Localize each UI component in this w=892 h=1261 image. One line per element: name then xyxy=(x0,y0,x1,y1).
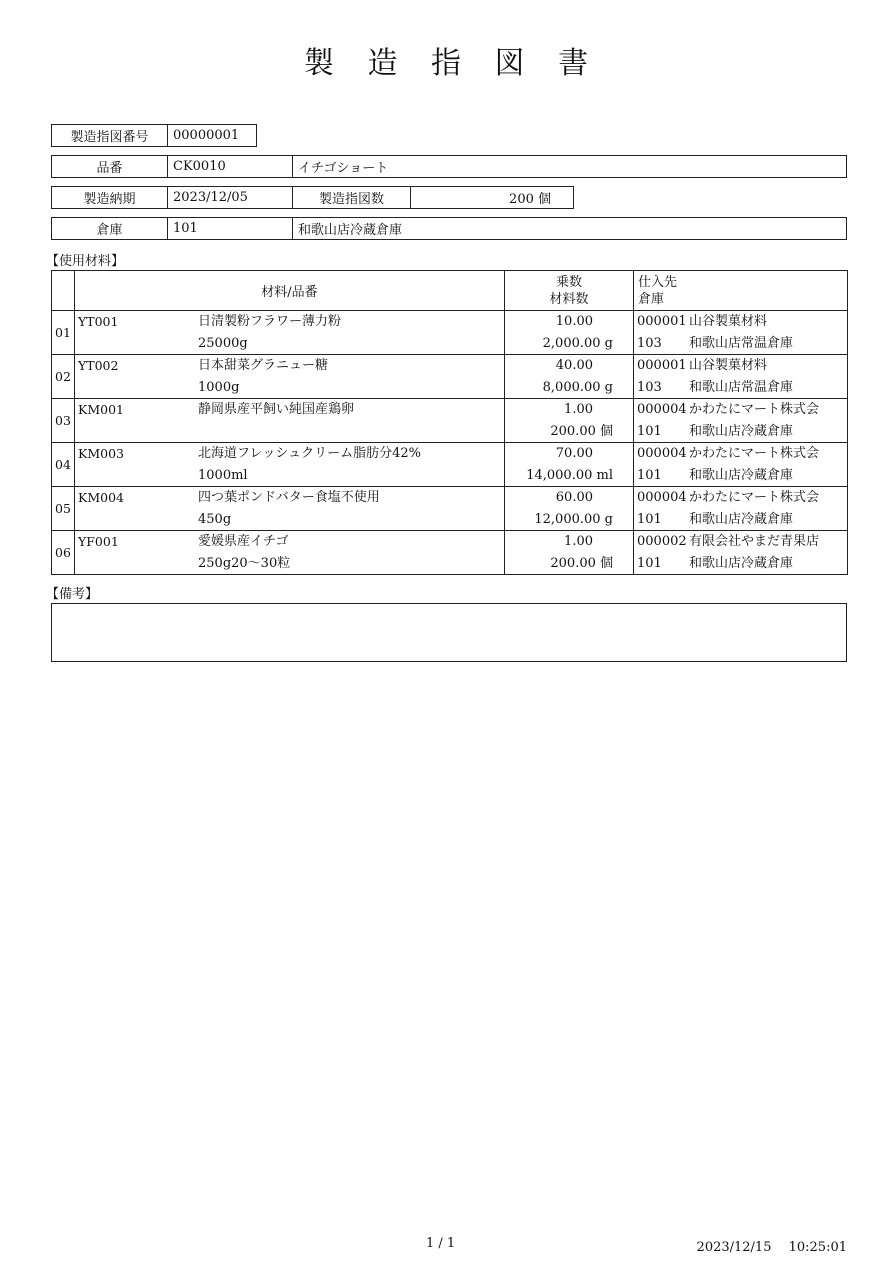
warehouse-name: 和歌山店冷蔵倉庫 xyxy=(689,555,794,571)
row-no: 01 xyxy=(52,311,75,355)
warehouse-name: 和歌山店冷蔵倉庫 xyxy=(689,511,794,527)
row-material xyxy=(75,531,505,575)
material-name: 四つ葉ポンドバター食塩不使用 xyxy=(198,490,380,505)
material-spec xyxy=(75,421,504,443)
material-spec: 25000g xyxy=(198,335,248,351)
supplier-code: 000004 xyxy=(637,446,687,461)
row-quantity xyxy=(505,399,634,443)
warehouse-name-value: 和歌山店冷蔵倉庫 xyxy=(292,217,847,240)
material-qty: 8,000.00 g xyxy=(542,379,613,395)
row-supplier xyxy=(634,487,848,531)
supplier-code: 000004 xyxy=(637,490,687,505)
warehouse-code: 101 xyxy=(637,555,662,571)
item-code-value: CK0010 xyxy=(167,155,293,178)
material-row xyxy=(52,399,848,443)
header-material: 材料/品番 xyxy=(75,271,505,311)
supplier-code: 000004 xyxy=(637,402,687,417)
supplier-name: 山谷製菓材料 xyxy=(689,314,768,329)
warehouse-name: 和歌山店常温倉庫 xyxy=(689,335,794,351)
material-name: 静岡県産平飼い純国産鶏卵 xyxy=(198,402,355,417)
order-no-label: 製造指図番号 xyxy=(51,124,168,147)
page-number: 1 / 1 xyxy=(426,1236,456,1251)
header-mult: 乗数 xyxy=(555,274,582,290)
due-date-label: 製造納期 xyxy=(51,186,168,209)
printed-timestamp: 2023/12/15 10:25:01 xyxy=(696,1240,847,1255)
header-warehouse: 倉庫 xyxy=(638,291,665,307)
warehouse-name: 和歌山店冷蔵倉庫 xyxy=(689,423,794,439)
material-spec: 450g xyxy=(198,511,232,527)
document-title: 製 造 指 図 書 xyxy=(303,46,601,81)
due-date-value: 2023/12/05 xyxy=(167,186,293,209)
material-qty: 12,000.00 g xyxy=(534,511,613,527)
material-code: KM004 xyxy=(78,490,124,505)
supplier-name: 山谷製菓材料 xyxy=(689,358,768,373)
supplier-code: 000001 xyxy=(637,314,687,329)
warehouse-code: 103 xyxy=(637,335,662,351)
row-material xyxy=(75,443,505,487)
row-material xyxy=(75,487,505,531)
order-no-value: 00000001 xyxy=(167,124,257,147)
material-spec: 1000g xyxy=(198,379,240,395)
row-supplier xyxy=(634,399,848,443)
warehouse-name: 和歌山店常温倉庫 xyxy=(689,379,794,395)
row-quantity xyxy=(505,531,634,575)
supplier-name: かわたにマート株式会 xyxy=(689,490,820,505)
warehouse-code: 103 xyxy=(637,379,662,395)
material-name: 愛媛県産イチゴ xyxy=(198,534,289,549)
materials-table-header xyxy=(52,271,848,311)
material-row xyxy=(52,311,848,355)
row-supplier xyxy=(634,311,848,355)
supplier-code: 000002 xyxy=(637,534,687,549)
warehouse-label: 倉庫 xyxy=(51,217,168,240)
row-material xyxy=(75,311,505,355)
row-supplier xyxy=(634,443,848,487)
supplier-name: かわたにマート株式会 xyxy=(689,446,820,461)
materials-section-label: 【使用材料】 xyxy=(46,254,125,269)
row-no: 03 xyxy=(52,399,75,443)
header-supplier-warehouse xyxy=(634,271,848,311)
material-name: 日清製粉フラワー薄力粉 xyxy=(198,314,342,329)
row-material xyxy=(75,355,505,399)
supplier-name: 有限会社やまだ青果店 xyxy=(689,534,820,549)
material-name: 日本甜菜グラニュー糖 xyxy=(198,358,329,373)
material-code: YF001 xyxy=(78,534,119,549)
header-no xyxy=(52,271,75,311)
row-supplier xyxy=(634,531,848,575)
supplier-name: かわたにマート株式会 xyxy=(689,402,820,417)
material-code: KM003 xyxy=(78,446,124,461)
warehouse-code: 101 xyxy=(637,511,662,527)
order-qty-label: 製造指図数 xyxy=(292,186,411,209)
item-name-value: イチゴショート xyxy=(292,155,847,178)
warehouse-code-value: 101 xyxy=(167,217,293,240)
material-mult: 1.00 xyxy=(564,402,593,417)
row-no: 02 xyxy=(52,355,75,399)
order-qty-value: 200 個 xyxy=(410,186,574,209)
row-no: 05 xyxy=(52,487,75,531)
warehouse-name: 和歌山店冷蔵倉庫 xyxy=(689,467,794,483)
material-spec: 250g20〜30粒 xyxy=(198,555,291,571)
material-code: KM001 xyxy=(78,402,124,417)
material-qty: 200.00 個 xyxy=(550,423,613,439)
remarks-box xyxy=(51,603,847,662)
row-quantity xyxy=(505,355,634,399)
material-spec: 1000ml xyxy=(198,467,248,483)
material-mult: 60.00 xyxy=(555,490,593,505)
row-material xyxy=(75,399,505,443)
material-qty: 2,000.00 g xyxy=(542,335,613,351)
material-mult: 70.00 xyxy=(555,446,593,461)
material-row xyxy=(52,443,848,487)
material-qty: 14,000.00 ml xyxy=(526,467,613,483)
row-quantity xyxy=(505,487,634,531)
row-supplier xyxy=(634,355,848,399)
material-code: YT001 xyxy=(78,314,119,329)
material-qty: 200.00 個 xyxy=(550,555,613,571)
material-mult: 10.00 xyxy=(555,314,593,329)
warehouse-code: 101 xyxy=(637,423,662,439)
row-quantity xyxy=(505,443,634,487)
material-name: 北海道フレッシュクリーム脂肪分42% xyxy=(198,446,421,461)
header-qty: 材料数 xyxy=(549,291,589,307)
row-no: 04 xyxy=(52,443,75,487)
remarks-section-label: 【備考】 xyxy=(46,587,99,602)
material-mult: 1.00 xyxy=(564,534,593,549)
warehouse-code: 101 xyxy=(637,467,662,483)
row-no: 06 xyxy=(52,531,75,575)
material-code: YT002 xyxy=(78,358,119,373)
material-row xyxy=(52,531,848,575)
supplier-code: 000001 xyxy=(637,358,687,373)
item-code-label: 品番 xyxy=(51,155,168,178)
material-row xyxy=(52,355,848,399)
material-row xyxy=(52,487,848,531)
materials-table xyxy=(51,270,848,575)
material-mult: 40.00 xyxy=(555,358,593,373)
header-mult-qty xyxy=(505,271,634,311)
row-quantity xyxy=(505,311,634,355)
header-supplier: 仕入先 xyxy=(638,274,678,290)
